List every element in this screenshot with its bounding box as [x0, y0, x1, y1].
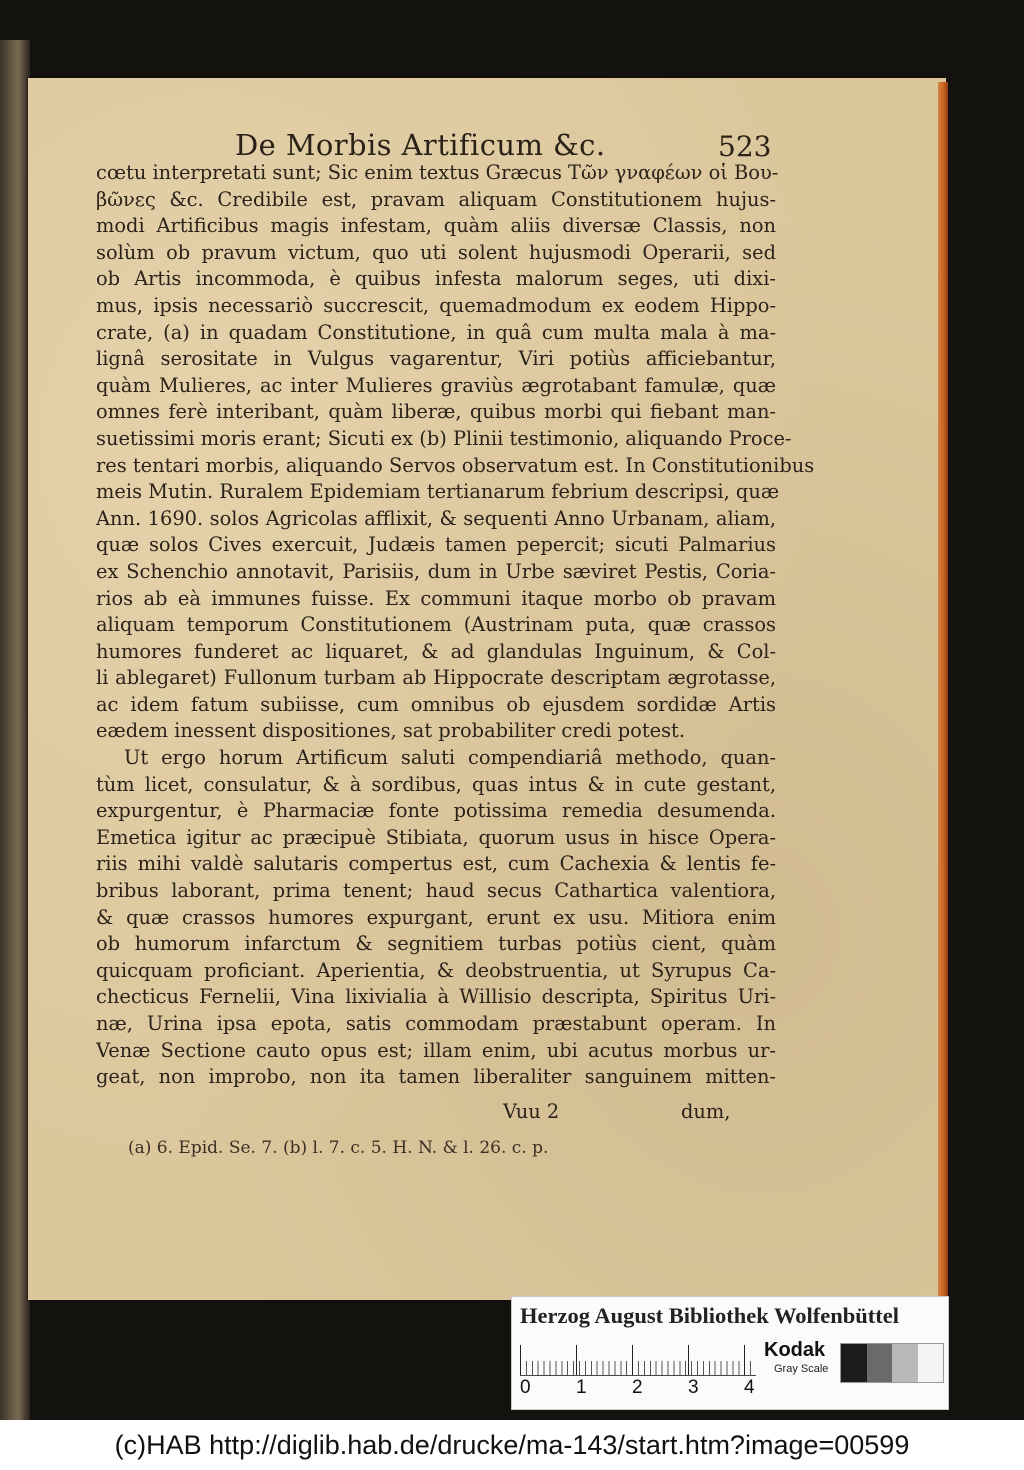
ruler-label: 4 [744, 1377, 755, 1398]
text-line: aliquam temporum Constitutionem (Austrinam puta, quæ crassos [96, 613, 776, 637]
page-edge [938, 82, 948, 1298]
text-line: Ut ergo horum Artificum saluti compendiariâ methodo, quan- [124, 746, 776, 770]
measurement-ruler [520, 1341, 756, 1376]
ruler-labels [516, 1377, 766, 1401]
text-line: cœtu interpretati sunt; Sic enim textus Græcus Τῶν γναφέων οἱ Βου- [96, 161, 779, 184]
text-line: riis mihi valdè salutaris compertus est, cum Cachexia & lentis fe- [96, 852, 776, 876]
copyright-url: (c)HAB http://diglib.hab.de/drucke/ma-143/start.htm?image=00599 [0, 1420, 1024, 1470]
text-line: li ablegaret) Fullonum turbam ab Hippocrate descriptam ægrotasse, [96, 666, 776, 690]
page-number: 523 [718, 130, 772, 163]
text-line: bribus laborant, prima tenent; haud secus Cathartica valentiora, [96, 879, 776, 903]
signature-line [96, 1100, 776, 1128]
text-line: geat, non improbo, non ita tamen liberaliter sanguinem mitten- [96, 1065, 776, 1089]
text-line: & quæ crassos humores expurgant, erunt ex usu. Mitiora enim [96, 905, 776, 929]
book-binding-edge [0, 40, 30, 1420]
library-name: Herzog August Bibliothek Wolfenbüttel [520, 1303, 899, 1328]
text-line: Ann. 1690. solos Agricolas afflixit, & sequenti Anno Urbanam, aliam, [96, 506, 776, 530]
text-line: res tentari morbis, aliquando Servos observatum est. In Constitutionibus [96, 453, 815, 477]
text-line: quæ solos Cives exercuit, Judæis tamen pepercit; sicuti Palmarius [96, 533, 776, 557]
text-line: ob Artis incommoda, è quibus infesta malorum seges, uti dixi- [96, 267, 776, 291]
text-line: ex Schenchio annotavit, Parisiis, dum in Urbe sæviret Pestis, Coria- [96, 559, 776, 583]
kodak-logo: Kodak [764, 1339, 826, 1361]
text-line: quàm Mulieres, ac inter Mulieres graviùs ægrotabant famulæ, quæ [96, 373, 776, 397]
ruler-major-tick [744, 1345, 745, 1375]
text-line: quicquam proficiant. Aperientia, & deobstruentia, ut Syrupus Ca- [96, 958, 776, 982]
text-line: rios ab eà immunes fuisse. Ex communi itaque morbo ob pravam [96, 586, 776, 610]
text-line: lignâ serositate in Vulgus vagarentur, Viri potiùs afficiebantur, [96, 347, 776, 371]
catchword: dum, [681, 1100, 731, 1123]
ruler-major-tick [520, 1345, 521, 1375]
text-line: omnes ferè interibant, quàm liberæ, quibus morbi qui fiebant man- [96, 400, 776, 424]
text-line: βῶνες &c. Credibile est, pravam aliquam Constitutionem hujus- [96, 187, 776, 211]
running-head: De Morbis Artificum &c. [235, 128, 606, 162]
text-line: expurgentur, è Pharmaciæ fonte potissima remedia desumenda. [96, 799, 776, 823]
ruler-label: 1 [576, 1377, 587, 1398]
text-line: ob humorum infarctum & segnitiem turbas potiùs cient, quàm [96, 932, 776, 956]
ruler-major-tick [576, 1345, 577, 1375]
text-line: modi Artificibus magis infestam, quàm aliis diversæ Classis, non [96, 214, 776, 238]
text-line: eædem inessent dispositiones, sat probabiliter credi potest. [96, 719, 686, 743]
text-line: crate, (a) in quadam Constitutione, in quâ cum multa mala à ma- [96, 320, 776, 344]
ruler-major-tick [632, 1345, 633, 1375]
text-line: solùm ob pravum victum, quo uti solent hujusmodi Operarii, sed [96, 240, 776, 264]
text-line: mus, ipsis necessariò succrescit, quemadmodum ex eodem Hippo- [96, 293, 776, 317]
library-color-card [511, 1296, 949, 1410]
body-text [96, 160, 815, 1091]
gray-swatch [918, 1344, 944, 1382]
signature-mark: Vuu 2 [503, 1100, 560, 1123]
text-line: tùm licet, consulatur, & à sordibus, quas intus & in cute gestant, [96, 772, 776, 796]
gray-scale-label: Gray Scale [774, 1363, 829, 1375]
text-line: Venæ Sectione cauto opus est; illam enim, ubi acutus morbus ur- [96, 1038, 776, 1062]
text-line: checticus Fernelii, Vina lixivialia à Willisio descripta, Spiritus Uri- [96, 985, 776, 1009]
text-line: humores funderet ac liquaret, & ad glandulas Inguinum, & Col- [96, 639, 776, 663]
footnotes: (a) 6. Epid. Se. 7. (b) l. 7. c. 5. H. N. & l. 26. c. p. [128, 1138, 549, 1158]
ruler-label: 0 [520, 1377, 531, 1398]
ruler-major-tick [688, 1345, 689, 1375]
text-line: Emetica igitur ac præcipuè Stibiata, quorum usus in hisce Opera- [96, 825, 776, 849]
text-line: næ, Urina ipsa epota, satis commodam præstabunt operam. In [96, 1012, 776, 1035]
gray-swatch [892, 1344, 918, 1382]
ruler-label: 2 [632, 1377, 643, 1398]
gray-swatch [867, 1344, 893, 1382]
text-line: ac idem fatum subiisse, cum omnibus ob ejusdem sordidæ Artis [96, 692, 776, 716]
gray-swatch [841, 1344, 867, 1382]
text-line: suetissimi moris erant; Sicuti ex (b) Plinii testimonio, aliquando Proce- [96, 426, 792, 450]
text-line: meis Mutin. Ruralem Epidemiam tertianarum febrium descripsi, quæ [96, 480, 780, 504]
gray-scale-swatches [840, 1343, 944, 1383]
ruler-label: 3 [688, 1377, 699, 1398]
